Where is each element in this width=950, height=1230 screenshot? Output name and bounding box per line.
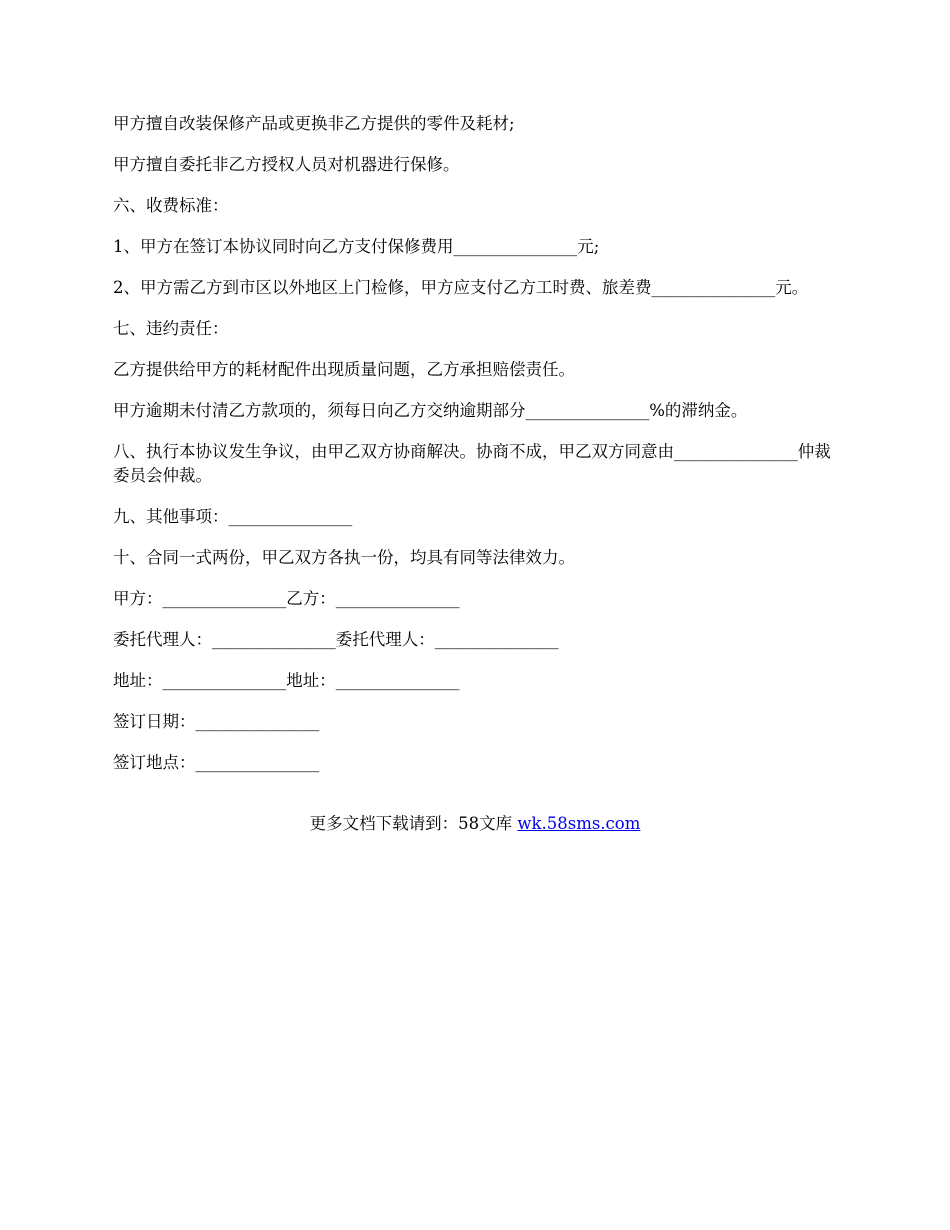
document-body (113, 112, 839, 792)
footer-text: 更多文档下载请到：58文库 (309, 814, 518, 833)
paragraph: 1、甲方在签订本协议同时向乙方支付保修费用_______________元; (113, 237, 600, 256)
paragraph: 八、执行本协议发生争议，由甲乙双方协商解决。协商不成，甲乙双方同意由_______________仲裁委员会仲裁。 (113, 442, 831, 485)
paragraph: 甲方擅自改装保修产品或更换非乙方提供的零件及耗材; (113, 114, 515, 133)
signature-agent-line: 委托代理人：_______________委托代理人：_______________ (113, 630, 559, 649)
signature-party-line: 甲方：_______________乙方：_______________ (113, 589, 460, 608)
paragraph: 乙方提供给甲方的耗材配件出现质量问题，乙方承担赔偿责任。 (113, 360, 575, 379)
signature-place-line: 签订地点：_______________ (113, 753, 320, 772)
paragraph: 九、其他事项：_______________ (113, 507, 353, 526)
signature-address-line: 地址：_______________地址：_______________ (113, 671, 460, 690)
section-heading: 七、违约责任： (113, 319, 229, 338)
footer-link[interactable]: wk.58sms.com (517, 814, 641, 833)
footer (0, 812, 950, 836)
section-heading: 六、收费标准： (113, 196, 229, 215)
paragraph: 甲方擅自委托非乙方授权人员对机器进行保修。 (113, 155, 460, 174)
signature-date-line: 签订日期：_______________ (113, 712, 320, 731)
paragraph: 甲方逾期未付清乙方款项的，须每日向乙方交纳逾期部分_______________%的滞纳金。 (113, 401, 748, 420)
paragraph: 十、合同一式两份，甲乙双方各执一份，均具有同等法律效力。 (113, 548, 575, 567)
paragraph: 2、甲方需乙方到市区以外地区上门检修，甲方应支付乙方工时费、旅差费_______________元。 (113, 278, 809, 297)
